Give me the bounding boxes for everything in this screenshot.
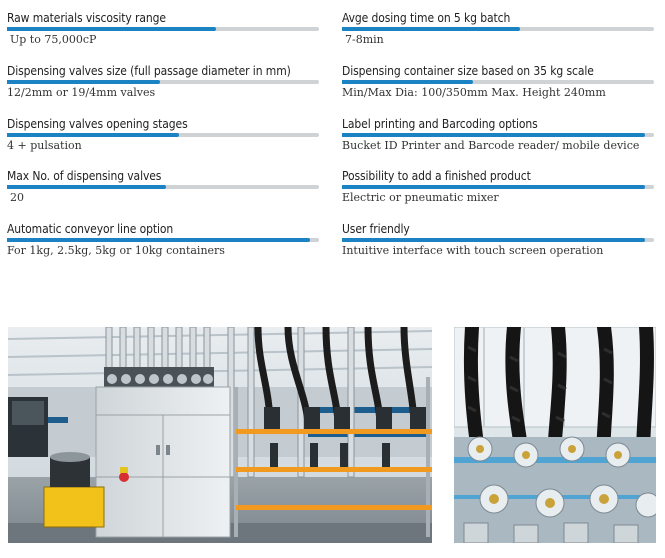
spec-divider-bar	[7, 185, 319, 189]
bar-fill	[342, 27, 520, 31]
spec-label: Raw materials viscosity range	[7, 11, 166, 25]
bar-fill	[7, 80, 160, 84]
bar-fill	[7, 238, 310, 242]
bar-fill	[342, 238, 645, 242]
spec-label: Possibility to add a finished product	[342, 169, 531, 183]
specifications-grid	[0, 0, 665, 260]
spec-conveyor-option	[7, 215, 319, 259]
spec-divider-bar	[7, 80, 319, 84]
spec-label: Label printing and Barcoding options	[342, 117, 538, 131]
spec-divider-bar	[342, 238, 654, 242]
spec-label-printing	[342, 110, 654, 154]
bar-fill	[342, 133, 645, 137]
spec-divider-bar	[342, 80, 654, 84]
spec-value: 12/2mm or 19/4mm valves	[7, 86, 156, 99]
spec-valve-stages	[7, 110, 319, 154]
spec-dosing-time	[342, 4, 654, 48]
spec-value: For 1kg, 2.5kg, 5kg or 10kg containers	[7, 244, 225, 257]
spec-finished-product	[342, 162, 654, 206]
spec-label: Dispensing valves opening stages	[7, 117, 188, 131]
spec-value: Intuitive interface with touch screen operation	[342, 244, 604, 257]
factory-machine-photo	[8, 327, 432, 543]
spec-divider-bar	[342, 27, 654, 31]
spec-user-friendly	[342, 215, 654, 259]
spec-value: 7-8min	[345, 33, 384, 46]
spec-value: 20	[10, 191, 24, 204]
spec-container-size	[342, 57, 654, 101]
spec-divider-bar	[342, 185, 654, 189]
valves-closeup-photo	[454, 327, 656, 543]
spec-valve-size	[7, 57, 319, 101]
spec-label: Dispensing valves size (full passage diameter in mm)	[7, 64, 291, 78]
spec-label: Max No. of dispensing valves	[7, 169, 162, 183]
bar-fill	[7, 133, 179, 137]
spec-label: User friendly	[342, 222, 410, 236]
spec-label: Avge dosing time on 5 kg batch	[342, 11, 511, 25]
spec-viscosity-range	[7, 4, 319, 48]
spec-max-valves	[7, 162, 319, 206]
spec-divider-bar	[7, 27, 319, 31]
spec-value: Electric or pneumatic mixer	[342, 191, 499, 204]
spec-divider-bar	[7, 133, 319, 137]
spec-value: 4 + pulsation	[7, 139, 82, 152]
spec-value: Min/Max Dia: 100/350mm Max. Height 240mm	[342, 86, 606, 99]
spec-label: Automatic conveyor line option	[7, 222, 174, 236]
spec-divider-bar	[7, 238, 319, 242]
bar-fill	[7, 185, 166, 189]
spec-value: Up to 75,000cP	[10, 33, 97, 46]
bar-fill	[342, 80, 473, 84]
spec-value: Bucket ID Printer and Barcode reader/ mobile device	[342, 139, 640, 152]
bar-fill	[7, 27, 216, 31]
spec-label: Dispensing container size based on 35 kg scale	[342, 64, 594, 78]
spec-divider-bar	[342, 133, 654, 137]
bar-fill	[342, 185, 645, 189]
